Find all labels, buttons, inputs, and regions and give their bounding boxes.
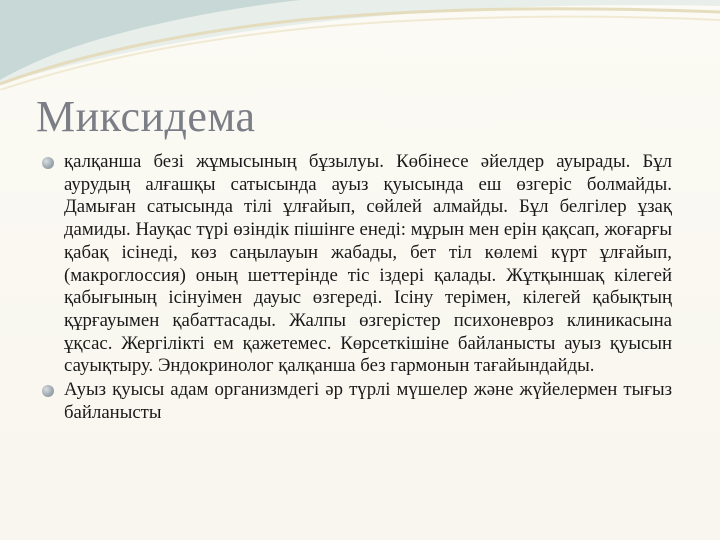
bullet-dot-icon — [42, 385, 54, 397]
top-decoration-swoosh — [0, 0, 720, 90]
bullet-dot-icon — [42, 157, 54, 169]
bullet-text: қалқанша безі жұмысының бұзылуы. Көбінесе әйелдер ауырады. Бұл аурудың алғашқы сатысында ауыз қуысында еш өзгеріс болмайды. Дамыған сатысында тілі ұлғайып, сөйлей алмайды. Бұл белгілер ұзақ дамиды. Науқас түрі өзіндік пішінге енеді: мұрын мен ерін қақсап, жоғарғы қабақ ісінеді, көз саңылауын жабады, бет тіл көлемі күрт ұлғайып, (макроглоссия) оның шеттерінде тіс іздері қалады. Жұтқыншақ кілегей қабығының ісінуімен дауыс өзгереді. Ісіну терімен, кілегей қабықтың құрғауымен қабаттасады. Жалпы өзгерістер психоневроз клиникасына ұқсас. Жергілікті ем қажетемес. Көрсеткішіне байланысты ауыз қуысын сауықтыру. Эндокринолог қалқанша без гармонын тағайындайды. — [64, 151, 672, 377]
bullet-item — [42, 379, 672, 424]
slide-title: Миксидема — [36, 92, 256, 141]
bullet-item — [42, 151, 672, 378]
bullet-text: Ауыз қуысы адам организмдегі әр түрлі мүшелер және жүйелермен тығыз байланысты — [64, 379, 672, 423]
bullet-list — [42, 151, 672, 425]
